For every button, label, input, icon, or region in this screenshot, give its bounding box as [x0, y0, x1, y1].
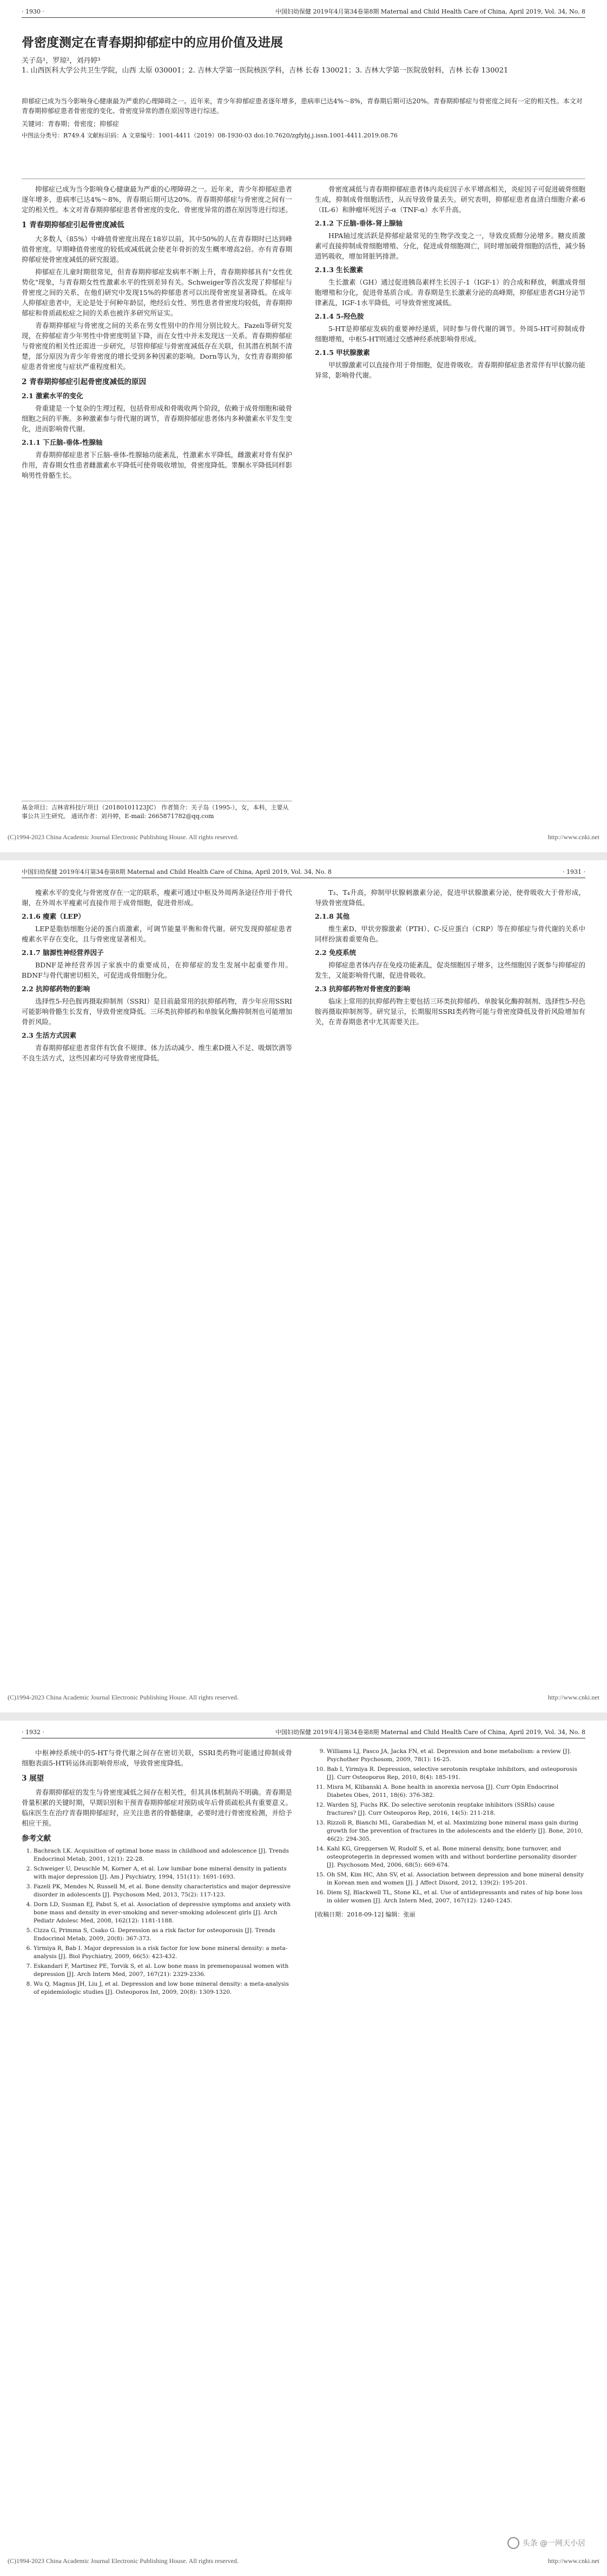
paragraph: T₃、T₄升高，抑制甲状腺刺激素分泌，促进甲状腺激素分泌，使骨吸收大于骨形成，导致骨密度降低。 [315, 888, 585, 907]
reference-item: 2. Schweiger U, Deuschle M, Korner A, et al. Low lumbar bone mineral density in patients with major depression [J]. Am J Psychiatry, 1994, 151(11): 1691-1693. [34, 1865, 292, 1881]
section-heading: 2.1.8 其他 [315, 912, 350, 920]
paragraph: 抑郁症已成为当今影响身心健康最为严重的心理障碍之一。近年来，青少年抑郁症患者逐年增多，患病率已达4%～8%，青春期后期可达20%。青春期抑郁症与骨密度之间有一定的相关性。本文对青春期抑郁症患者骨密度的变化、骨密度异常的潜在原因等进行综述。 [22, 185, 293, 214]
paragraph: 抑郁症患者体内存在免疫功能紊乱，促炎细胞因子增多，这些细胞因子既参与抑郁症的发生，又能影响骨代谢，促进骨吸收。 [315, 961, 586, 979]
page-footer [0, 1694, 607, 1702]
paragraph: 选择性5-羟色胺再摄取抑制剂（SSRI）是目前最常用的抗抑郁药物，青少年应用SSRI可能影响骨骼生长发育，导致骨密度降低。三环类抗抑郁药和单胺氧化酶抑制剂也可能增加骨折风险。 [22, 997, 293, 1026]
abstract-block [22, 96, 585, 141]
paragraph: 瘦素水平的变化与骨密度存在一定的联系，瘦素可通过中枢及外周两条途径作用于骨代谢，在外周水平瘦素可直接作用于成骨细胞，促进骨形成。 [22, 888, 293, 907]
section-heading: 2.1.5 甲状腺激素 [315, 348, 370, 357]
journal-info: 中国妇幼保健 2019年4月第34卷第8期 Maternal and Child Health Care of China, April 2019, Vol. 34, No. 8 [22, 868, 332, 875]
section-heading: 2.3 生活方式因素 [22, 1031, 77, 1039]
paragraph: 中枢神经系统中的5-HT与骨代谢之间存在密切关联，SSRI类药物可能通过抑制成骨细胞表面5-HT转运体而影响骨形成，导致骨密度降低。 [22, 1749, 292, 1767]
page3-left-column [22, 1748, 292, 1998]
reference-item: 1. Bachrach LK. Acquisition of optimal bone mass in childhood and adolescence [J]. Trends Endocrinol Metab, 2001, 12(1): 22-28. [34, 1847, 292, 1863]
page3-right-column [315, 1748, 585, 1920]
paragraph: 青春期抑郁症的发生与骨密度减低之间存在相关性，但其具体机制尚不明确。青春期是骨量积累的关键时期，早期识别和干预青春期抑郁症对预防成年后骨质疏松具有重要意义。临床医生在治疗青春期抑郁症时，应关注患者的骨骼健康，必要时进行骨密度检测，并给予相应干预。 [22, 1788, 293, 1827]
paragraph: HPA轴过度活跃是抑郁症最常见的生物学改变之一，导致皮质醇分泌增多。糖皮质激素可直接抑制成骨细胞增殖、分化，促进成骨细胞凋亡，同时增加破骨细胞的活性，减少肠道钙吸收，增加肾脏钙排泄。 [315, 232, 586, 260]
reference-item: 15. Oh SM, Kim HC, Ahn SV, et al. Association between depression and bone mineral density in Korean men and women [J]. J Affect Disord, 2012, 139(2): 195-201. [327, 1871, 585, 1887]
site-link[interactable]: http://www.cnki.net [547, 833, 599, 841]
journal-info: 中国妇幼保健 2019年4月第34卷第8期 Maternal and Child Health Care of China, April 2019, Vol. 34, No. 8 [275, 8, 585, 15]
reference-item: 6. Yirmiya R, Bab I. Major depression is a risk factor for low bone mineral density: a meta-analysis [J]. Biol Psychiatry, 2009, 66(5): 423-432. [34, 1945, 292, 1961]
paragraph: 生长激素（GH）通过促进胰岛素样生长因子-1（IGF-1）的合成和释放，刺激成骨细胞增殖和分化，促进骨基质合成。青春期是生长激素分泌的高峰期，抑郁症患者GH分泌节律紊乱，IGF-1水平降低，可导致骨密度减低。 [315, 278, 585, 307]
received-date: [收稿日期：2018-09-12] 编辑：张丽 [315, 1911, 415, 1918]
abstract-text: 抑郁症已成为当今影响身心健康最为严重的心理障碍之一。近年来，青少年抑郁症患者逐年增多，患病率已达4%～8%，青春期后期可达20%。青春期抑郁症与骨密度之间有一定的相关性。本文对青春期抑郁症患者骨密度的变化、骨密度异常的潜在原因等进行综述。 [22, 97, 583, 115]
author-block [22, 56, 585, 76]
page1-left-column [22, 184, 292, 483]
reference-item: 9. Williams LJ, Pasco JA, Jacka FN, et al. Depression and bone metabolism: a review [J]. Psychother Psychosom, 2009, 78(1): 16-25. [327, 1748, 585, 1764]
section-heading: 2.1.6 瘦素（LEP） [22, 912, 85, 920]
reference-item: 14. Kahl KG, Greggersen W, Rudolf S, et al. Bone mineral density, bone turnover, and osteoprotegerin in depressed women with and without borderline personality disorder [J]. Psychosom Med, 2006, 68(5): 669-674. [327, 1845, 585, 1869]
running-header [22, 866, 585, 878]
reference-item: 8. Wu Q, Magnus JH, Liu J, et al. Depression and low bone mineral density: a meta-analysis of epidemiologic studies [J]. Osteoporos Int, 2009, 20(8): 1309-1320. [34, 1980, 292, 1997]
classification-info: 中图法分类号：R749.4 文献标识码：A 文章编号：1001-4411（2019）08-1930-03 doi:10.7620/zgfybj.j.issn.1001-4411.2019.08.76 [22, 132, 398, 139]
article-title: 骨密度测定在青春期抑郁症中的应用价值及进展 [22, 35, 283, 50]
paragraph: 抑郁症在儿童时期很常见，但青春期抑郁症发病率不断上升，青春期抑郁具有"女性优势化"现象，与青春期女性性激素水平的性别差异有关。Schweiger等首次发现了抑郁症与骨密度之间的关系，在他们研究中发现15%的抑郁患者可以出现骨密度显著降低。在成年人抑郁症患者中，无论是处于何种年龄层，绝经后女性、男性患者骨密度均较低，青春期抑郁症和骨质疏松症之间的关系也被许多研究所证实。 [22, 268, 293, 317]
running-header [22, 1726, 585, 1738]
paragraph: 临床上常用的抗抑郁药物主要包括三环类抗抑郁药、单胺氧化酶抑制剂、选择性5-羟色胺再摄取抑制剂等。研究显示，长期服用SSRI类药物可能与骨密度降低及骨折风险增加有关，在青春期患者中尤其需要关注。 [315, 997, 585, 1026]
paragraph: 甲状腺激素可以直接作用于骨细胞，促进骨吸收。青春期抑郁症患者常伴有甲状腺功能异常，影响骨代谢。 [315, 361, 586, 379]
page-number: · 1932 · [22, 1728, 44, 1736]
section-heading: 参考文献 [22, 1834, 51, 1843]
page1-right-column [315, 184, 585, 383]
section-heading: 2.1 激素水平的变化 [22, 392, 83, 400]
paragraph: 骨重建是一个复杂的生理过程，包括骨形成和骨吸收两个阶段，依赖于成骨细胞和破骨细胞之间的平衡。多种激素参与骨代谢的调节，青春期抑郁症患者体内多种激素水平发生变化，进而影响骨代谢。 [22, 404, 293, 433]
paragraph: LEP是脂肪细胞分泌的蛋白质激素，可调节能量平衡和骨代谢。研究发现抑郁症患者瘦素水平存在变化，且与骨密度显著相关。 [22, 925, 292, 943]
paragraph: 5-HT是抑郁症发病的重要神经递质，同时参与骨代谢的调节。外周5-HT可抑制成骨细胞增殖，中枢5-HT则通过交感神经系统影响骨形成。 [315, 325, 585, 343]
paragraph: 青春期抑郁症患者常伴有饮食不规律、体力活动减少、维生素D摄入不足、吸烟饮酒等不良生活方式，这些因素均可导致骨密度降低。 [22, 1044, 292, 1062]
watermark-logo-icon [507, 2537, 519, 2549]
site-link[interactable]: http://www.cnki.net [547, 1694, 599, 1701]
page-number: · 1931 · [563, 868, 585, 875]
reference-item: 10. Bab I, Yirmiya R. Depression, selective serotonin reuptake inhibitors, and osteoporosis [J]. Curr Osteoporos Rep, 2010, 8(4): 185-191. [327, 1765, 585, 1782]
paragraph: 青春期抑郁症患者下丘脑-垂体-性腺轴功能紊乱，性激素水平降低，雌激素对骨有保护作用，青春期女性患者雌激素水平降低可使骨吸收增加，骨密度降低。睾酮水平降低同样影响男性骨骼生长。 [22, 451, 293, 479]
copyright: (C)1994-2023 China Academic Journal Electronic Publishing House. All rights reserved. [8, 1694, 239, 1701]
references-right [315, 1748, 585, 1905]
authors: 关子岛¹，罗琼²，刘丹婷³ [22, 57, 101, 65]
reference-item: 4. Dorn LD, Susman EJ, Pabst S, et al. Association of depressive symptoms and anxiety with bone mass and density in ever-smoking and never-smoking adolescent girls [J]. Arch Pediatr Adolesc Med, 2008, 162(12): 1181-1188. [34, 1901, 292, 1925]
paragraph: BDNF是神经营养因子家族中的重要成员，在抑郁症的发生发展中起重要作用。BDNF与骨代谢密切相关，可促进成骨细胞分化。 [22, 961, 292, 979]
references-left [22, 1847, 292, 1997]
reference-item: 11. Misra M, Klibanski A. Bone health in anorexia nervosa [J]. Curr Opin Endocrinol Diabetes Obes, 2011, 18(6): 376-382. [327, 1783, 585, 1800]
section-heading: 1 青春期抑郁症引起骨密度减低 [22, 221, 124, 229]
paragraph: 骨密度减低与青春期抑郁症患者体内炎症因子水平增高相关，炎症因子可促进破骨细胞生成，抑制成骨细胞活性，从而导致骨量丢失。研究表明，抑郁症患者血清白细胞介素-6（IL-6）和肿瘤坏死因子-α（TNF-α）水平升高。 [315, 185, 586, 214]
paragraph: 维生素D、甲状旁腺激素（PTH）、C-反应蛋白（CRP）等在抑郁症与骨代谢的关系中同样扮演着重要角色。 [315, 925, 585, 943]
paragraph: 青春期抑郁症与骨密度之间的关系在男女性别中的作用分别比较大。Fazeli等研究发现，在抑郁症青少年男性中骨密度明显下降，而在女性中并未发现这一关系。青春期抑郁症与骨密度的相关性还需进一步研究，尽管抑郁症与骨密度减低存在关联，但其潜在机制不清楚，部分原因为青少年骨密度的增长受到多种因素的影响。Dorn等认为，女性青春期抑郁症患者骨密度与症状严重程度相关。 [22, 321, 293, 371]
section-heading: 2.1.4 5-羟色胺 [315, 312, 364, 320]
section-heading: 3 展望 [22, 1774, 44, 1783]
affiliations: 1. 山西医科大学公共卫生学院，山西 太原 030001；2. 吉林大学第一医院核医学科，吉林 长春 130021；3. 吉林大学第一医院放射科，吉林 长春 130021 [22, 67, 509, 75]
section-heading: 2.1.3 生长激素 [315, 266, 364, 274]
copyright: (C)1994-2023 China Academic Journal Electronic Publishing House. All rights reserved. [8, 2557, 239, 2565]
section-heading: 2.3 抗抑郁药物对骨密度的影响 [315, 985, 411, 993]
page-number: · 1930 · [22, 8, 44, 15]
section-heading: 2.2 免疫系统 [315, 948, 357, 957]
page2-left-column [22, 887, 292, 1065]
page-footer [0, 833, 607, 841]
watermark-text: 头条 @一网天小居 [522, 2539, 585, 2548]
reference-item: 16. Diem SJ, Blackwell TL, Stone KL, et al. Use of antidepressants and rates of hip bone loss in older women [J]. Arch Intern Med, 2007, 167(12): 1240-1245. [327, 1889, 585, 1905]
section-heading: 2.2 抗抑郁药物的影响 [22, 985, 90, 993]
watermark [507, 2537, 585, 2549]
page-footer [0, 2557, 607, 2565]
site-link[interactable]: http://www.cnki.net [547, 2557, 599, 2565]
reference-item: 3. Fazeli PK, Mendes N, Russell M, et al. Bone density characteristics and major depressive disorder in adolescents [J]. Psychosom Med, 2013, 75(2): 117-123. [34, 1883, 292, 1899]
section-heading: 2 青春期抑郁症引起骨密度减低的原因 [22, 378, 147, 386]
running-header [22, 5, 585, 18]
keywords: 关键词：青春期；骨密度；抑郁症 [22, 120, 120, 128]
reference-item: 7. Eskandari F, Martinez PE, Torvik S, et al. Low bone mass in premenopausal women with depression [J]. Arch Intern Med, 2007, 167(21): 2329-2336. [34, 1962, 292, 1979]
reference-item: 5. Cizza G, Primma S, Csako G. Depression as a risk factor for osteoporosis [J]. Trends Endocrinol Metab, 2009, 20(8): 367-373. [34, 1927, 292, 1943]
funding-note: 基金项目：吉林省科技厅项目（20180101123JC） 作者简介：关子岛（1995-），女，本科，主要从事公共卫生研究。 通讯作者：刘丹婷，E-mail: 2665871782@qq.com [22, 801, 292, 821]
page-3 [0, 1721, 607, 2576]
page2-right-column [315, 887, 585, 1029]
section-heading: 2.1.2 下丘脑-垂体-肾上腺轴 [315, 219, 403, 227]
page-2 [0, 860, 607, 1712]
reference-item: 13. Rizzoli R, Bianchi ML, Garabedian M, et al. Maximizing bone mineral mass gain during growth for the prevention of fractures in the adolescents and the elderly [J]. Bone, 2010, 46(2): 294-305. [327, 1819, 585, 1843]
page-1 [0, 0, 607, 852]
journal-info: 中国妇幼保健 2019年4月第34卷第8期 Maternal and Child Health Care of China, April 2019, Vol. 34, No. 8 [275, 1729, 585, 1736]
reference-item: 12. Warden SJ, Fuchs RK. Do selective serotonin reuptake inhibitors (SSRIs) cause fractures? [J]. Curr Osteoporos Rep, 2016, 14(5): 211-218. [327, 1801, 585, 1817]
section-heading: 2.1.1 下丘脑-垂体-性腺轴 [22, 438, 103, 446]
copyright: (C)1994-2023 China Academic Journal Electronic Publishing House. All rights reserved. [8, 833, 239, 841]
paragraph: 大多数人（85%）中峰值骨密度出现在18岁以前，其中50%的人在青春期时已达到峰值骨密度。早期峰值骨密度的较低或减低就会使老年骨折的发生概率增高2倍。亦有青春期抑郁症使骨密度减低的研究报道。 [22, 235, 292, 263]
section-heading: 2.1.7 脑源性神经营养因子 [22, 948, 104, 957]
